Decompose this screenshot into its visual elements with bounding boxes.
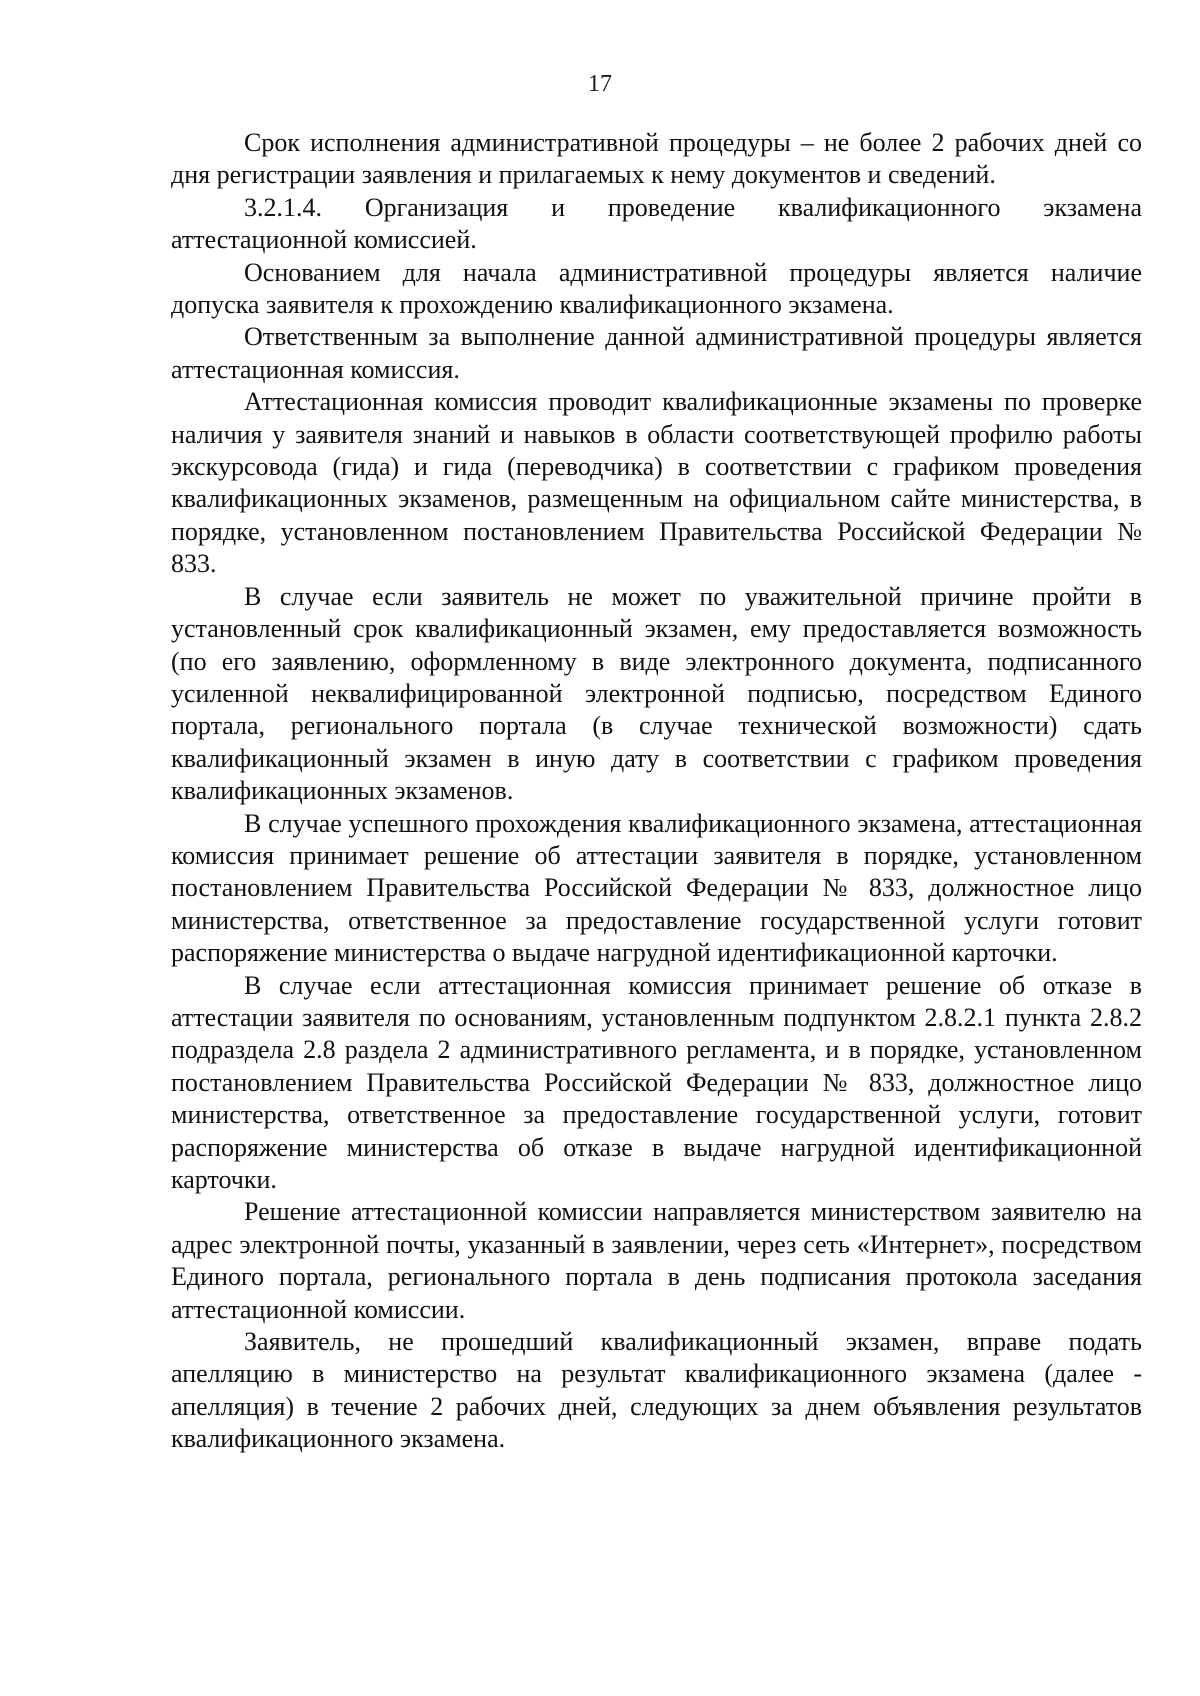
paragraph-refusal: В случае если аттестационная комиссия принимает решение об отказе в аттестации заявителя по основаниям, установленным подпунктом 2.8.2.1 пункта 2.8.2 подраздела 2.8 раздела 2 административного регламента, и в порядке, установленном постановлением Правительства Российской Федерации № 833, должностное лицо министерства, ответственное за предоставление государственной услуги, готовит распоряжение министерства об отказе в выдаче нагрудной идентификационной карточки. <box>171 970 1142 1194</box>
paragraph-responsible: Ответственным за выполнение данной административной процедуры является аттестационная комиссия. <box>171 322 1142 384</box>
page-number: 17 <box>588 71 612 97</box>
paragraph-appeal: Заявитель, не прошедший квалификационный экзамен, вправе подать апелляцию в министерство на результат квалификационного экзамена (далее - апелляция) в течение 2 рабочих дней, следующих за днем объявления результатов квалификационного экзамена. <box>171 1327 1142 1454</box>
paragraph-section-3-2-1-4: 3.2.1.4. Организация и проведение квалификационного экзамена аттестационной комиссией. <box>171 192 1142 255</box>
paragraph-exam-procedure: Аттестационная комиссия проводит квалификационные экзамены по проверке наличия у заявителя знаний и навыков в области соответствующей профилю работы экскурсовода (гида) и гида (переводчика) в соответствии с графиком проведения квалификационных экзаменов, размещенным на официальном сайте министерства, в порядке, установленном постановлением Правительства Российской Федерации № 833. <box>171 387 1142 579</box>
paragraph-basis: Основанием для начала административной процедуры является наличие допуска заявителя к прохождению квалификационного экзамена. <box>171 257 1142 320</box>
paragraph-decision-delivery: Решение аттестационной комиссии направляется министерством заявителю на адрес электронной почты, указанный в заявлении, через сеть «Интернет», посредством Единого портала, регионального портала в день подписания протокола заседания аттестационной комиссии. <box>171 1197 1142 1324</box>
document-body <box>171 127 1142 1456</box>
paragraph-success: В случае успешного прохождения квалификационного экзамена, аттестационная комиссия принимает решение об аттестации заявителя в порядке, установленном постановлением Правительства Российской Федерации № 833, должностное лицо министерства, ответственное за предоставление государственной услуги готовит распоряжение министерства о выдаче нагрудной идентификационной карточки. <box>171 808 1142 968</box>
paragraph-reschedule: В случае если заявитель не может по уважительной причине пройти в установленный срок квалификационный экзамен, ему предоставляется возможность (по его заявлению, оформленному в виде электронного документа, подписанного усиленной неквалифицированной электронной подписью, посредством Единого портала, регионального портала (в случае технической возможности) сдать квалификационный экзамен в иную дату в соответствии с графиком проведения квалификационных экзаменов. <box>171 581 1142 806</box>
paragraph-deadline: Срок исполнения административной процедуры – не более 2 рабочих дней со дня регистрации заявления и прилагаемых к нему документов и сведений. <box>171 128 1142 190</box>
